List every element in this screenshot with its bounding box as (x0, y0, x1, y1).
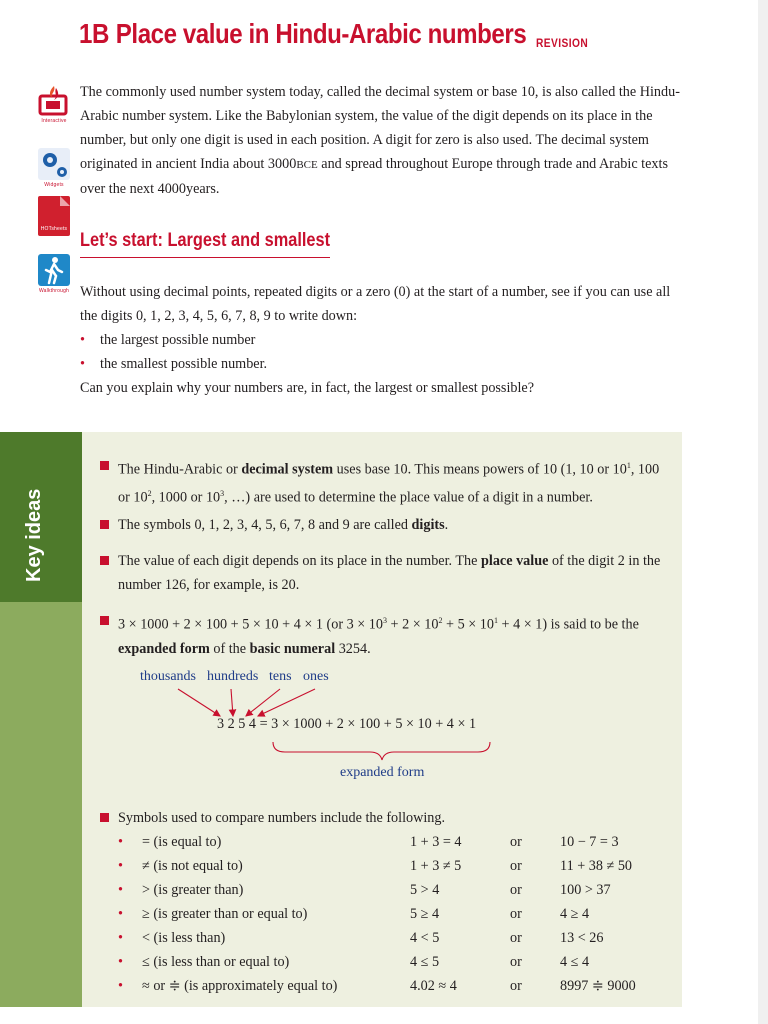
table-row: • = (is equal to) 1 + 3 = 4 or 10 − 7 = 3 (118, 834, 619, 850)
label-hundreds: hundreds (207, 669, 259, 684)
key-idea-1: The Hindu-Arabic or decimal system uses base 10. This means powers of 10 (1, 10 or $10^1$, 100 or $10^2$, 1000 or $10^3$, …) are used to determine the place value of a digit in a number. (118, 454, 673, 509)
square-bullet-icon (100, 461, 109, 470)
key-ideas-sidebar (0, 432, 82, 1007)
section-title: Place value in Hindu-Arabic numbers (115, 18, 527, 49)
walkthrough-button[interactable] (38, 254, 70, 294)
widgets-icon (38, 148, 70, 180)
table-row: • > (is greater than) 5 > 4 or 100 > 37 (118, 882, 611, 898)
key-idea-4: 3 × 1000 + 2 × 100 + 5 × 10 + 4 × 1 (or $3 \times 10^3 + 2 \times 10^2 + 5 \times 10^1 + 4 \times 1$) is said to be the expanded form of the basic numeral 3254. (118, 609, 673, 661)
interactive-icon (38, 84, 70, 116)
table-row: • < (is less than) 4 < 5 or 13 < 26 (118, 930, 604, 946)
widgets-button[interactable] (38, 148, 70, 188)
lets-start-paragraph: Without using decimal points, repeated digits or a zero (0) at the start of a number, see if you can use all the digits 0, 1, 2, 3, 4, 5, 6, 7, 8, 9 to write down: (80, 284, 671, 324)
label-ones: ones (303, 669, 329, 684)
label-expanded-form: expanded form (340, 765, 425, 780)
widgets-caption: Widgets (44, 182, 64, 188)
square-bullet-icon (100, 616, 109, 625)
era-abbrev: BCE (296, 159, 318, 171)
revision-badge: REVISION (536, 36, 589, 50)
key-idea-3: The value of each digit depends on its place in the number. The place value of the digit 2 in the number 126, for example, is 20. (118, 549, 673, 597)
key-ideas-label: Key ideas (23, 488, 45, 582)
list-item: • the smallest possible number. (80, 352, 680, 376)
label-tens: tens (269, 669, 292, 684)
expanded-form-equation: 3 2 5 4 = 3 × 1000 + 2 × 100 + 5 × 10 + 4 × 1 (217, 716, 477, 732)
walkthrough-icon (38, 254, 70, 286)
page-title (79, 18, 526, 50)
square-bullet-icon (100, 520, 109, 529)
key-idea-2: The symbols 0, 1, 2, 3, 4, 5, 6, 7, 8 and 9 are called digits. (118, 513, 673, 537)
heading-rule (80, 257, 330, 258)
table-row: • ≠ (is not equal to) 1 + 3 ≠ 5 or 11 + 38 ≠ 50 (118, 858, 633, 874)
square-bullet-icon (100, 813, 109, 822)
table-row: • ≈ or ≑ (is approximately equal to) 4.02 ≈ 4 or 8997 ≑ 9000 (118, 978, 636, 994)
table-row: • ≥ (is greater than or equal to) 5 ≥ 4 or 4 ≥ 4 (118, 906, 590, 922)
page-edge (758, 0, 768, 1024)
walkthrough-caption: Walkthrough (38, 288, 70, 294)
key-idea-5: Symbols used to compare numbers include the following. (118, 806, 673, 830)
table-row: • ≤ (is less than or equal to) 4 ≤ 5 or 4 ≤ 4 (118, 954, 590, 970)
intro-paragraph: The commonly used number system today, called the decimal system or base 10, is also called the Hindu-Arabic number system. Like the Babylonian system, the value of the digit depends on its place in the number, but only one digit is used in each position. A digit for zero is also used. The decimal system originated in ancient India about 3000BCE and spread throughout Europe through trade and Arabic texts over the next 4000years. (80, 84, 680, 197)
list-item: • the largest possible number (80, 328, 680, 352)
hotsheets-button[interactable] (38, 196, 70, 232)
lets-start-question: Can you explain why your numbers are, in fact, the largest or smallest possible? (80, 380, 535, 396)
interactive-caption: Interactive (41, 118, 67, 124)
square-bullet-icon (100, 556, 109, 565)
hotsheets-caption: HOTsheets (40, 226, 68, 232)
lets-start-heading: Let’s start: Largest and smallest (80, 230, 331, 251)
section-number: 1B (79, 18, 109, 49)
interactive-button[interactable] (38, 84, 70, 124)
label-thousands: thousands (140, 669, 196, 684)
lets-start-body (80, 280, 680, 400)
